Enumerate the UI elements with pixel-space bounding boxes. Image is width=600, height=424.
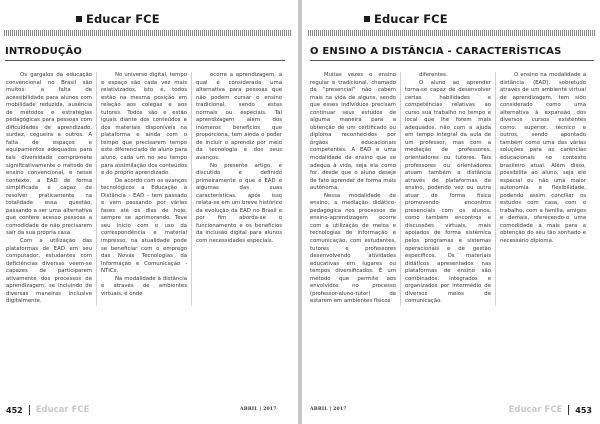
paragraph: Na modalidade à distância e através de ambientes virtuais, é onde xyxy=(101,275,187,297)
text-column-2 xyxy=(101,72,187,306)
text-columns xyxy=(310,72,586,306)
header-title: Educar FCE xyxy=(374,12,448,26)
footer-date: ABRIL | 2017 xyxy=(240,407,277,412)
header-title: Educar FCE xyxy=(86,12,160,26)
column-divider xyxy=(495,72,496,306)
paragraph: Muitas vezes o ensino regular e tradicional, chamado de "presencial" não cabem mais na vida de alguns, sendo que esses indivíduos precisam continuar seus estudos de alguma maneira para a obtenção de um certificado ou diploma reconhecidos por órgãos educacionais competentes. A EAD é uma modalidade de ensino que se adequa à vida, seja ela como for, desde que o aluno deseje de fato aprender de forma mais autônoma. xyxy=(310,72,396,192)
footer-date: ABRIL | 2017 xyxy=(310,407,347,412)
text-column-3 xyxy=(500,72,586,306)
paragraph: Com a utilização das plataformas de EAD em seu computador, estudantes com deficiências diversas veem-se capazes de participarem ativamente dos processos de aprendizagem, se incluindo de diversas maneiras inclusive digitalmente. xyxy=(6,238,92,305)
footer-brand: Educar FCE xyxy=(508,405,563,415)
paragraph: Os gargalos da educação convencional no Brasil são muitos: a falta de acessibilidade para alunos com mobilidade reduzida, ausência de métodos e estratégias pedagógicas para pessoas com dificuldades de aprendizado, surdez, cegueira e outros. A falta de espaços e equipamentos adequados para tais diversidade compromete significativamente o método de ensino convencional, e nesse contexto, a EAD de forma simplificada é capaz de resolver praticamente na totalidade essa questão, passando a ser uma alternativa que confere acesso pessoas a comodidade de não precisarem sair da sua própria casa. xyxy=(6,72,92,237)
left-page-header xyxy=(76,12,160,26)
section-title: INTRODUÇÃO xyxy=(5,46,83,57)
footer-brand: Educar FCE xyxy=(35,405,90,415)
header-dotted-rule xyxy=(4,30,292,36)
paragraph: diferentes. xyxy=(419,72,448,78)
column-divider xyxy=(96,72,97,306)
page-number: 453 xyxy=(575,405,592,415)
footer-divider xyxy=(29,405,30,415)
paragraph: ocorre a aprendizagem, a qual é considerada uma alternativa para pessoas que não podem cursar o ensino tradicional, sendo estas normais ou especiais. Tal aprendizagem além dos inúmeros benefícios que proporciona, tem ainda o poder de incluir o aprendiz por meio da tecnologia e dos seus avanços. xyxy=(196,72,282,162)
section-underline xyxy=(5,60,285,61)
paragraph: O aluno ao aprender torna-se capaz de desenvolver certas habilidades e competências relativas ao curso sua trabalho no tempo e local que lhe forem mais adequados, não com a ajuda em tempo integral da aula de um professor, mas com a mediação de professores, orientadores ou tutores. Tais professores ou orientadores atuam também a distância através de plataformas de ensino, podendo vez ou outra atuar de forma física promovendo encontros presenciais com os alunos, como também encontros e discussões virtuais, mais apoiados de forma sistêmica pelos programas e sistemas operacionais e de gestão específicos. Os materiais didáticos apresentados nas plataformas de ensino são combinados, integrados e organizados por intermédio de diversos meios de comunicação. xyxy=(405,79,491,305)
text-columns xyxy=(6,72,282,306)
left-page xyxy=(0,0,298,424)
page-footer xyxy=(509,404,592,416)
text-column-1 xyxy=(310,72,396,306)
column-divider xyxy=(191,72,192,306)
paragraph: O ensino na modalidade a distância (EAD), sobretudo através de um ambiente virtual de aprendizagem, tem sido considerado como uma alternativa à expansão dos diversos cursos existentes como: superior, técnico e outros, sendo apontado também como uma das várias soluções para as carências educacionais no contexto brasileiro atual. Além disso, possibilita ao aluno, seja ele especial ou não uma maior autonomia e flexibilidade, podendo assim conciliar os estudos com casa, com o trabalho, com a família, amigos e demais, oferecendo-o uma comodidade a mais para a obtenção do seu tão sonhado e necessário diploma. xyxy=(500,72,586,245)
paragraph: Nessa modalidade de ensino, a mediação didático-pedagógica nos processos de ensino-aprendizagem ocorre com a utilização de meios e tecnologias de informação e comunicação, com estudantes, tutores e professores desenvolvendo atividades educativas em lugares ou tempos diversificados. É um método que permite aos envolvidos no processo (professor-aluno-tutor) de estarem em ambientes físicos xyxy=(310,192,396,305)
header-dotted-rule xyxy=(308,30,596,36)
square-bullet-icon xyxy=(76,16,82,22)
column-divider xyxy=(400,72,401,306)
page-footer xyxy=(6,404,89,416)
text-column-2 xyxy=(405,72,491,306)
text-column-1 xyxy=(6,72,92,306)
section-title: O ENSINO A DISTÂNCIA - CARACTERÍSTICAS xyxy=(310,46,562,57)
right-page-header xyxy=(364,12,448,26)
paragraph: De acordo com os avanços tecnológicos a Educação à Distância - EAD - tem passado e vem passando por várias fases até os dias de hoje, sempre se aprimorando. Teve seu início com o uso da correspondência e material impresso, na atualidade pode se beneficiar com o emprego das Novas Tecnologias da Informação e Comunicação - NTICs. xyxy=(101,177,187,275)
page-number: 452 xyxy=(6,405,23,415)
section-underline xyxy=(310,60,594,61)
footer-divider xyxy=(568,405,569,415)
right-page xyxy=(302,0,600,424)
text-column-3 xyxy=(196,72,282,306)
paragraph: No universo digital, tempo e espaço são cada vez mais relativizados, isto é, todos estão na mesma posição em relação aos colegas e aos tutores. Todos são e estão iguais diante dos conteúdos e dos materiais disponíveis na plataforma e ainda com o tempo que precisarem tempo este diferenciado de aluno para aluno, cada um no seu tempo para assimilação dos conteúdos e do próprio aprendizado. xyxy=(101,72,187,177)
paragraph: No presente artigo, é discutido e definido primeiramente o que é EAD e algumas das suas características, após isso relata-se em um breve histórico da evolução da EAD no Brasil e por fim aborda-se o funcionamento e os benefícios da inclusão digital para alunos com necessidades especiais. xyxy=(196,162,282,245)
square-bullet-icon xyxy=(364,16,370,22)
